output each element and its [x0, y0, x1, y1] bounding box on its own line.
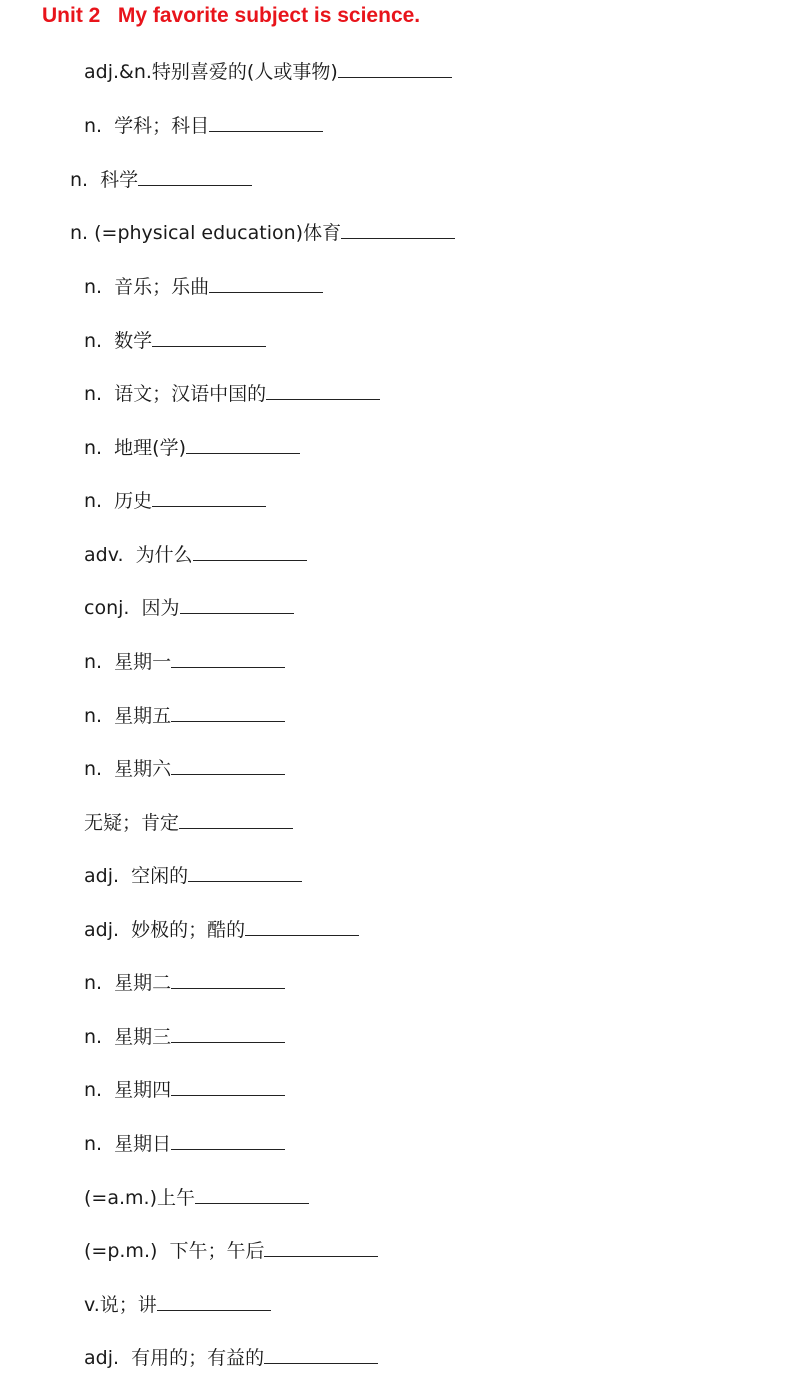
vocab-item: [84, 755, 285, 783]
answer-blank[interactable]: [266, 380, 380, 400]
vocab-definition: n. 学科；科目: [84, 115, 210, 137]
answer-blank[interactable]: [188, 862, 302, 882]
answer-blank[interactable]: [171, 1076, 285, 1096]
vocab-item: [84, 1344, 378, 1372]
vocab-definition: n. 星期二: [84, 972, 172, 994]
vocab-item: [84, 594, 294, 622]
answer-blank[interactable]: [180, 594, 294, 614]
answer-blank[interactable]: [245, 916, 359, 936]
vocab-definition: n. 语文；汉语中国的: [84, 383, 267, 405]
vocab-definition: v.说；讲: [84, 1294, 157, 1316]
answer-blank[interactable]: [264, 1344, 378, 1364]
vocab-item: [84, 1291, 271, 1319]
vocab-definition: n. 星期日: [84, 1133, 172, 1155]
vocab-item: [84, 541, 307, 569]
answer-blank[interactable]: [152, 487, 266, 507]
vocab-item: [70, 219, 455, 247]
vocab-definition: n. 星期五: [84, 705, 172, 727]
page-title: Unit 2 My favorite subject is science.: [42, 4, 421, 27]
vocab-item: [84, 487, 266, 515]
answer-blank[interactable]: [186, 434, 300, 454]
answer-blank[interactable]: [195, 1184, 309, 1204]
vocab-definition: (=p.m.) 下午；午后: [84, 1240, 265, 1262]
answer-blank[interactable]: [341, 219, 455, 239]
vocab-definition: n. 音乐；乐曲: [84, 276, 210, 298]
vocab-item: [84, 916, 359, 944]
vocab-item: [84, 1237, 378, 1265]
vocab-item: [84, 112, 323, 140]
vocab-definition: (=a.m.)上午: [84, 1187, 195, 1209]
answer-blank[interactable]: [209, 112, 323, 132]
vocab-definition: n. (=physical education)体育: [70, 222, 342, 244]
vocab-definition: adj.&n.特别喜爱的(人或事物): [84, 61, 338, 83]
answer-blank[interactable]: [171, 702, 285, 722]
answer-blank[interactable]: [138, 166, 252, 186]
vocab-item: [84, 702, 285, 730]
answer-blank[interactable]: [152, 327, 266, 347]
answer-blank[interactable]: [264, 1237, 378, 1257]
vocab-definition: adj. 妙极的；酷的: [84, 919, 246, 941]
vocab-item: [84, 1130, 285, 1158]
vocab-item: [84, 862, 302, 890]
vocab-item: [84, 380, 380, 408]
vocab-definition: n. 星期一: [84, 651, 172, 673]
vocab-item: [84, 1023, 285, 1051]
vocab-definition: n. 科学: [70, 169, 139, 191]
vocab-item: [84, 1184, 309, 1212]
answer-blank[interactable]: [193, 541, 307, 561]
vocab-item: [84, 273, 323, 301]
vocab-definition: conj. 因为: [84, 597, 180, 619]
vocab-definition: n. 星期四: [84, 1079, 172, 1101]
vocab-item: [84, 434, 300, 462]
vocab-definition: adj. 空闲的: [84, 865, 189, 887]
vocab-definition: adv. 为什么: [84, 544, 193, 566]
vocab-item: [84, 58, 452, 86]
vocab-definition: n. 星期六: [84, 758, 172, 780]
vocab-item: [84, 969, 285, 997]
answer-blank[interactable]: [171, 1130, 285, 1150]
answer-blank[interactable]: [171, 648, 285, 668]
vocab-item: [84, 1076, 285, 1104]
vocab-definition: n. 星期三: [84, 1026, 172, 1048]
answer-blank[interactable]: [171, 1023, 285, 1043]
answer-blank[interactable]: [209, 273, 323, 293]
vocab-definition: n. 地理(学): [84, 437, 186, 459]
vocab-item: [84, 648, 285, 676]
vocab-definition: adj. 有用的；有益的: [84, 1347, 265, 1369]
answer-blank[interactable]: [171, 755, 285, 775]
vocab-item: [84, 327, 266, 355]
vocab-item: [70, 166, 252, 194]
answer-blank[interactable]: [157, 1291, 271, 1311]
answer-blank[interactable]: [338, 58, 452, 78]
answer-blank[interactable]: [179, 809, 293, 829]
vocab-definition: n. 数学: [84, 330, 153, 352]
vocab-item: [84, 809, 293, 837]
answer-blank[interactable]: [171, 969, 285, 989]
vocab-definition: n. 历史: [84, 490, 153, 512]
vocab-definition: 无疑；肯定: [84, 812, 180, 834]
